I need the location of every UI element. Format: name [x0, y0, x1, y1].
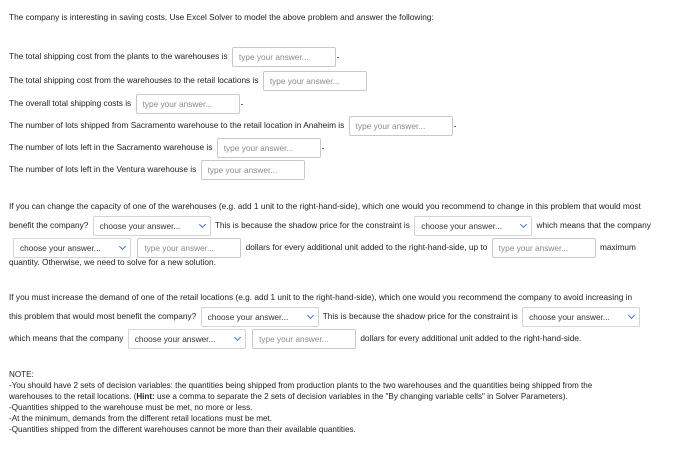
note-line1: -You should have 2 sets of decision variables: the quantities being shipped from production plants to the two warehouses and the quantities being shipped from the — [9, 381, 593, 390]
capacity-question-line3: choose your answer... type your answer... dollars for every additional unit added to the right-hand-side, up to type your answer... maximum — [11, 238, 636, 258]
capacity-question-line4: quantity. Otherwise, we need to solve for a new solution. — [9, 257, 216, 267]
note-line5: -Quantities shipped from the different warehouses cannot be more than their available quantities. — [9, 425, 356, 434]
answer-input-warehouses-to-retail-cost[interactable]: type your answer... — [263, 71, 367, 91]
note-line3: -Quantities shipped to the warehouse must be met, no more or less. — [9, 403, 253, 412]
question-ventura-lots-left — [9, 160, 307, 180]
question-label: The number of lots left in the Sacramento warehouse is — [9, 142, 213, 153]
chevron-down-icon — [628, 312, 635, 319]
hint-label: Hint: — [136, 392, 155, 401]
demand-question-line2: this problem that would most benefit the company? choose your answer... This is because the shadow price for the constraint is choose your answer... — [9, 307, 642, 327]
note-line2: warehouses to the retail locations. (Hint: use a comma to separate the 2 sets of decision variables in the "By changing variable cells" in Solver Parameters). — [9, 392, 568, 401]
answer-input-ventura-lots-left[interactable]: type your answer... — [201, 160, 305, 180]
demand-question-line1: If you must increase the demand of one of the retail locations (e.g. add 1 unit to the right-hand-side), which one would you recommend the company to avoid increasing in — [9, 292, 633, 302]
capacity-question-line1: If you can change the capacity of one of the warehouses (e.g. add 1 unit to the right-hand-side), which one would you recommend to change in this problem that would most — [9, 201, 641, 211]
question-plants-to-warehouses — [9, 47, 338, 67]
question-label: The number of lots shipped from Sacramento warehouse to the retail location in Anaheim is — [9, 120, 345, 131]
answer-input-plants-to-warehouses-cost[interactable]: type your answer... — [232, 47, 336, 67]
chevron-down-icon — [199, 221, 206, 228]
answer-input-overall-cost[interactable]: type your answer... — [136, 94, 240, 114]
answer-input-sacramento-anaheim-lots[interactable]: type your answer... — [349, 116, 453, 136]
chevron-down-icon — [520, 221, 527, 228]
capacity-warehouse-select[interactable]: choose your answer... — [93, 216, 211, 236]
demand-dollars-input[interactable]: type your answer... — [252, 329, 356, 349]
demand-company-effect-select[interactable]: choose your answer... — [128, 329, 246, 349]
chevron-down-icon — [119, 243, 126, 250]
capacity-max-units-input[interactable]: type your answer... — [492, 238, 596, 258]
question-sacramento-to-anaheim — [9, 116, 455, 136]
capacity-company-effect-select[interactable]: choose your answer... — [13, 238, 131, 258]
chevron-down-icon — [234, 334, 241, 341]
demand-retail-location-select[interactable]: choose your answer... — [201, 307, 319, 327]
question-label: The total shipping cost from the plants to the warehouses is — [9, 51, 228, 62]
question-overall-cost — [9, 94, 242, 114]
question-sacramento-lots-left — [9, 138, 323, 158]
demand-question-line3: which means that the company choose your answer... type your answer... dollars for every additional unit added to the right-hand-side. — [9, 329, 581, 349]
capacity-question-line2: benefit the company? choose your answer... This is because the shadow price for the constraint is choose your answer... which means that the company — [9, 216, 651, 236]
intro-text: The company is interesting in saving costs. Use Excel Solver to model the above problem and answer the following: — [9, 12, 434, 22]
question-label: The overall total shipping costs is — [9, 98, 132, 109]
chevron-down-icon — [307, 312, 314, 319]
question-warehouses-to-retail — [9, 71, 369, 91]
demand-shadow-price-select[interactable]: choose your answer... — [522, 307, 640, 327]
answer-input-sacramento-lots-left[interactable]: type your answer... — [217, 138, 321, 158]
note-line4: -At the minimum, demands from the different retail locations must be met. — [9, 414, 273, 423]
capacity-dollars-input[interactable]: type your answer... — [137, 238, 241, 258]
question-label: The number of lots left in the Ventura warehouse is — [9, 164, 197, 175]
question-label: The total shipping cost from the warehouses to the retail locations is — [9, 75, 259, 86]
capacity-shadow-price-select[interactable]: choose your answer... — [414, 216, 532, 236]
note-title: NOTE: — [9, 370, 34, 379]
